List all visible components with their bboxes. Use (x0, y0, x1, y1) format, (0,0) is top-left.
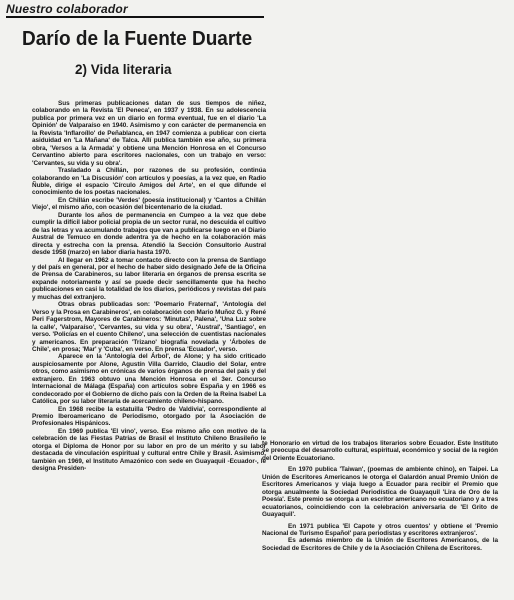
paragraph: te Honorario en virtud de los trabajos literarios sobre Ecuador. Este Instituto se preocupa del desarrollo cultural, espiritual, económico y social de la región del Oriente Ecuatoriano. (262, 440, 498, 462)
paragraph: En 1969 publica 'El vino', verso. Ese mismo año con motivo de la celebración de las Fiestas Patrias de Brasil el Instituto Chileno Brasileño le otorga el Diploma de Honor por su labor en pro de un mérito y su labor destacada de vinculación espiritual y cultural entre Chile y Brasil. Asimismo, también en 1969, el Instituto Amazónico con sede en Guayaquil -Ecuador-, le designa Presiden- (32, 427, 266, 473)
paragraph: Otras obras publicadas son: 'Poemario Fraternal', 'Antología del Verso y la Prosa en Carabineros', en colaboración con Mario Muñoz G. y René Peri Fagerstrom, Mayores de Carabineros: 'Minutas', Palena', 'Una Luz sobre la calle', 'Valparaíso', 'Cervantes, su vida y su obra', 'Austral', 'Santiago', en verso. 'Policías en el cuento Chileno', una selección de cuentistas nacionales y americanos. En preparación 'Trizano' biografía novelada y 'Árboles de Chile', en prosa; 'Mar' y 'Cuba', en verso. En prensa 'Ecuador', verso. (32, 301, 266, 353)
right-column (262, 440, 498, 552)
paragraph: Aparece en la 'Antología del Árbol', de Alone; y ha sido criticado auspiciosamente por Alone, Agustín Villa Garrido, Claudio del Solar, entre otros, como asimismo en crónicas de varios órganos de prensa del país y del extranjero. En 1963 obtuvo una Mención Honrosa en el 3er. Concurso Internacional de Málaga (España) con artículos sobre España y en 1966 es condecorado por el Gobierno de dicho país con la Orden de la Reina Isabel La Católica, por su labor literaria de acercamiento chileno-hispano. (32, 353, 266, 406)
section-label: Nuestro colaborador (6, 2, 128, 16)
article-subhead: 2) Vida literaria (75, 62, 172, 77)
paragraph: En 1970 publica 'Taiwan', (poemas de ambiente chino), en Taipei. La Unión de Escritores Americanos le otorga el Galardón anual Premio Unión de Escritores Americanos y viaja luego a Ecuador para recibir el Premio que otorga anualmente la Sociedad Periodística de Guayaquil 'Lira de Oro de la Poesía'. Este premio se otorga a un escritor americano no ecuatoriano y a tres ecuatorianos, coincidiendo con la celebración aniversaria de 'El Grito de Guayaquil'. (262, 466, 498, 519)
left-column (32, 100, 266, 473)
paragraph: En Chillán escribe 'Verdes' (poesía institucional) y 'Cantos a Chillán Viejo', el mismo año, con ocasión del bicentenario de la ciudad. (32, 196, 266, 212)
paragraph: Durante los años de permanencia en Cumpeo a la vez que debe cumplir la difícil labor policial propia de un sector rural, no descuida el cultivo de las letras y va acumulando trabajos que van a publicarse luego en el Diario Austral de Temuco en donde adentra ya de hecho en la colaboración más directa y estrecha con la prensa. Atendió la Sección Consultorio Austral desde 1958 (marzo) en labor diaria hasta 1970. (32, 211, 266, 257)
section-rule (6, 16, 264, 18)
paragraph: En 1968 recibe la estatuilla 'Pedro de Valdivia', correspondiente al Premio Iberoamericano de Periodismo, otorgado por la Asociación de Profesionales Hispánicos. (32, 405, 266, 428)
paragraph: En 1971 publica 'El Capote y otros cuentos' y obtiene el 'Premio Nacional de Turismo Español' para periodistas y escritores extranjeros'. (262, 522, 498, 537)
article-headline: Darío de la Fuente Duarte (22, 28, 253, 50)
paragraph: Al llegar en 1962 a tomar contacto directo con la prensa de Santiago y del país en general, por el hecho de haber sido designado Jefe de la Oficina de Prensa de Carabineros, su labor literaria en órganos de prensa escrita se expande notoriamente y así se puede decir sencillamente que ha hecho publicaciones en casi la totalidad de los diarios, periódicos y revistas del país y muchas del extranjero. (32, 256, 266, 301)
paragraph: Trasladado a Chillán, por razones de su profesión, continúa colaborando en 'La Discusión' con artículos y poesías, a la vez que, en Radio Ñuble, dirige el espacio 'Círculo Amigos del Arte', en el que difunde el conocimiento de los poetas nacionales. (32, 167, 266, 197)
paragraph: Sus primeras publicaciones datan de sus tiempos de niñez, colaborando en la Revista 'El Peneca', en 1937 y 1938. En su adolescencia publica por primera vez en un diario en forma eventual, fue en el diario 'La Opinión' de Valparaíso en 1940. Asimismo y con carácter de permanencia en la Revista 'Inflaroíllo' de Peñablanca, en 1947 comienza a publicar con cierta asiduidad en 'La Mañana' de Talca. Allí publica también ese año, su primera obra, 'Versos a la Armada' y obtiene una Mención Honrosa en el Concurso Cervantino abierto para escritores nacionales, con un trabajo en verso: 'Cervantes, su vida y su obra'. (32, 100, 266, 167)
paragraph: Es además miembro de la Unión de Escritores Americanos, de la Sociedad de Escritores de Chile y de la Asociación Chilena de Escritores. (262, 537, 498, 552)
